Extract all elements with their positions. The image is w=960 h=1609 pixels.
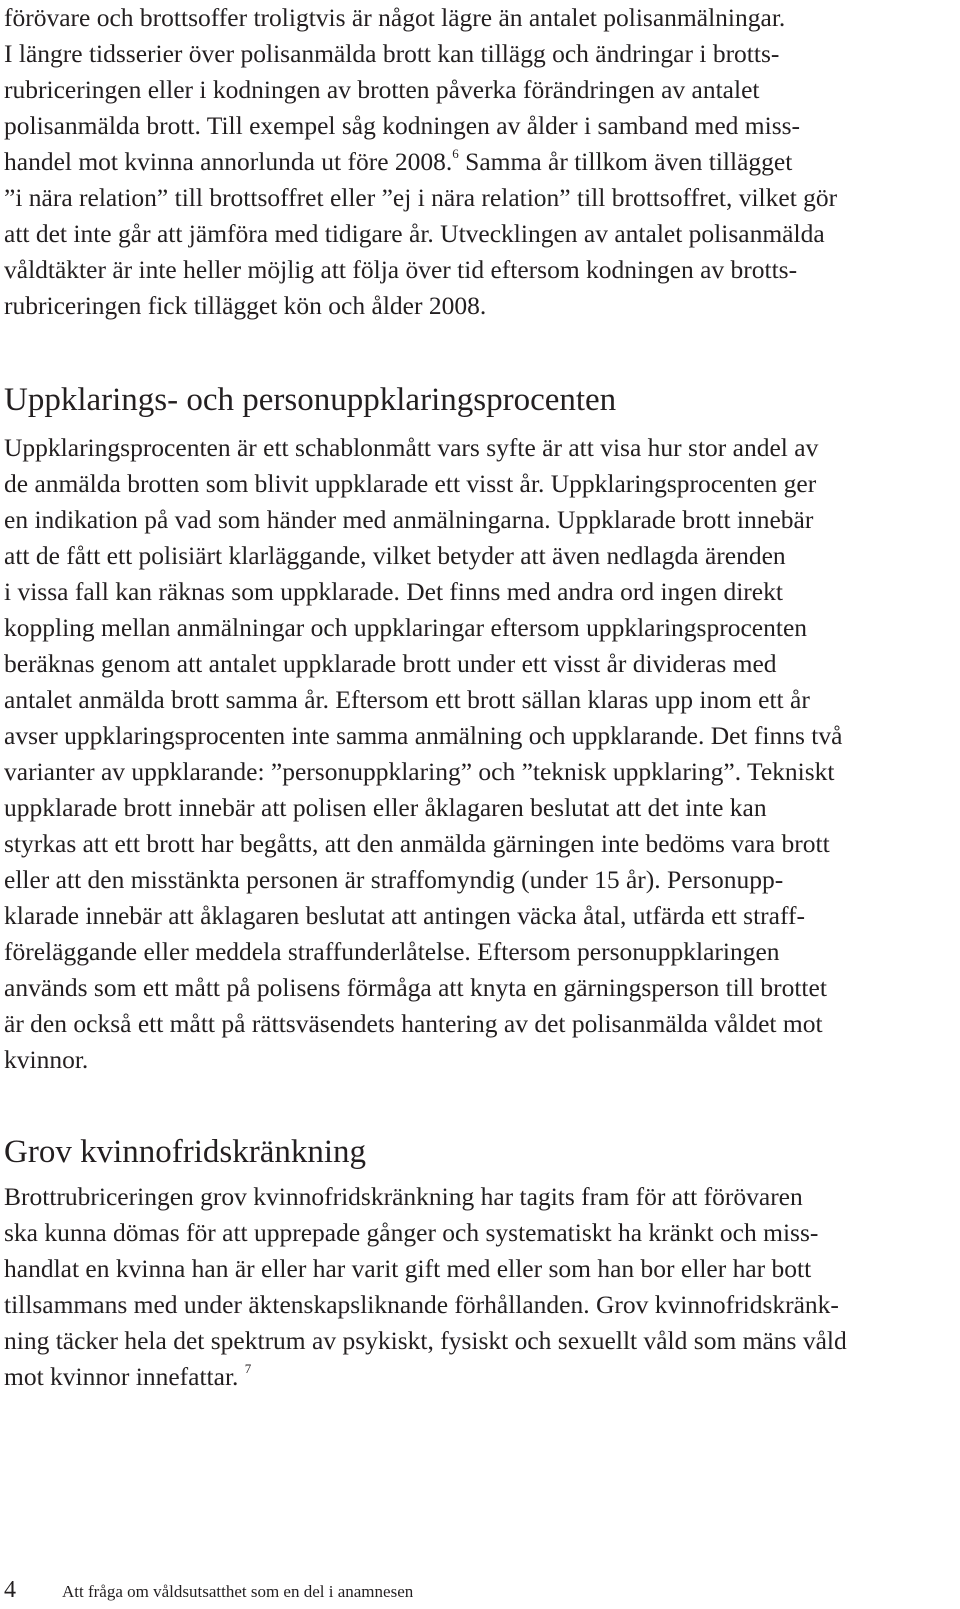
text-line: är den också ett mått på rättsväsendets hantering av det polisanmälda våldet mot (4, 1009, 823, 1038)
text-line: avser uppklaringsprocenten inte samma anmälning och uppklarande. Det finns två (4, 721, 843, 750)
text-line-with-footnote (4, 144, 837, 180)
text-line: I längre tidsserier över polisanmälda brott kan tillägg och ändringar i brotts- (4, 39, 780, 68)
footnote-reference[interactable]: 7 (244, 1361, 252, 1376)
text-line: Uppklaringsprocenten är ett schablonmått vars syfte är att visa hur stor andel av (4, 433, 819, 462)
text-line: klarade innebär att åklagaren beslutat att antingen väcka åtal, utfärda ett straff- (4, 901, 805, 930)
text-line: tillsammans med under äktenskapsliknande förhållanden. Grov kvinnofridskränk- (4, 1290, 839, 1319)
text-line: en indikation på vad som händer med anmälningarna. Uppklarade brott innebär (4, 505, 814, 534)
text-line: ska kunna dömas för att upprepade gånger och systematiskt ha kränkt och miss- (4, 1218, 819, 1247)
intro-paragraph (4, 0, 837, 324)
section-heading: Uppklarings- och personuppklaringsprocenten (4, 382, 617, 418)
text-line: ”i nära relation” till brottsoffret eller ”ej i nära relation” till brottsoffret, vilket gör (4, 183, 838, 212)
text-line-with-footnote (4, 1359, 847, 1395)
page-number: 4 (4, 1577, 16, 1603)
page-footer (4, 1575, 413, 1605)
footnote-reference[interactable]: 6 (452, 146, 459, 161)
text-line: kvinnor. (4, 1045, 89, 1074)
section-body (4, 1179, 847, 1395)
section-body (4, 430, 842, 1078)
text-line: Brottrubriceringen grov kvinnofridskränkning har tagits fram för att förövaren (4, 1182, 803, 1211)
text-line: koppling mellan anmälningar och uppklaringar eftersom uppklaringsprocenten (4, 613, 808, 642)
text-line: att det inte går att jämföra med tidigare år. Utvecklingen av antalet polisanmälda (4, 219, 825, 248)
text-fragment: mot kvinnor innefattar. (4, 1362, 245, 1391)
text-fragment: Samma år tillkom även tillägget (458, 147, 793, 176)
running-title: Att fråga om våldsutsatthet som en del i anamnesen (62, 1582, 414, 1601)
text-line: antalet anmälda brott samma år. Eftersom ett brott sällan klaras upp inom ett år (4, 685, 810, 714)
text-line: uppklarade brott innebär att polisen eller åklagaren beslutat att det inte kan (4, 793, 767, 822)
text-line: eller att den misstänkta personen är straffomyndig (under 15 år). Personupp- (4, 865, 784, 894)
text-line: förövare och brottsoffer troligtvis är något lägre än antalet polisanmälningar. (4, 3, 786, 32)
text-line: de anmälda brotten som blivit uppklarade ett visst år. Uppklaringsprocenten ger (4, 469, 817, 498)
section-heading: Grov kvinnofridskränkning (4, 1134, 367, 1170)
text-line: varianter av uppklarande: ”personuppklaring” och ”teknisk uppklaring”. Tekniskt (4, 757, 835, 786)
text-line: våldtäkter är inte heller möjlig att följa över tid eftersom kodningen av brotts- (4, 255, 798, 284)
text-line: ning täcker hela det spektrum av psykiskt, fysiskt och sexuellt våld som mäns våld (4, 1326, 847, 1355)
text-line: rubriceringen eller i kodningen av brotten påverka förändringen av antalet (4, 75, 760, 104)
text-line: används som ett mått på polisens förmåga att knyta en gärningsperson till brottet (4, 973, 827, 1002)
text-line: rubriceringen fick tillägget kön och ålder 2008. (4, 291, 487, 320)
text-line: beräknas genom att antalet uppklarade brott under ett visst år divideras med (4, 649, 777, 678)
text-line: föreläggande eller meddela straffunderlåtelse. Eftersom personuppklaringen (4, 937, 780, 966)
text-line: att de fått ett polisiärt klarläggande, vilket betyder att även nedlagda ärenden (4, 541, 786, 570)
text-fragment: handel mot kvinna annorlunda ut före 2008. (4, 147, 453, 176)
text-line: styrkas att ett brott har begåtts, att den anmälda gärningen inte bedöms vara brott (4, 829, 830, 858)
text-line: handlat en kvinna han är eller har varit gift med eller som han bor eller har bott (4, 1254, 812, 1283)
text-line: polisanmälda brott. Till exempel såg kodningen av ålder i samband med miss- (4, 111, 801, 140)
text-line: i vissa fall kan räknas som uppklarade. Det finns med andra ord ingen direkt (4, 577, 783, 606)
